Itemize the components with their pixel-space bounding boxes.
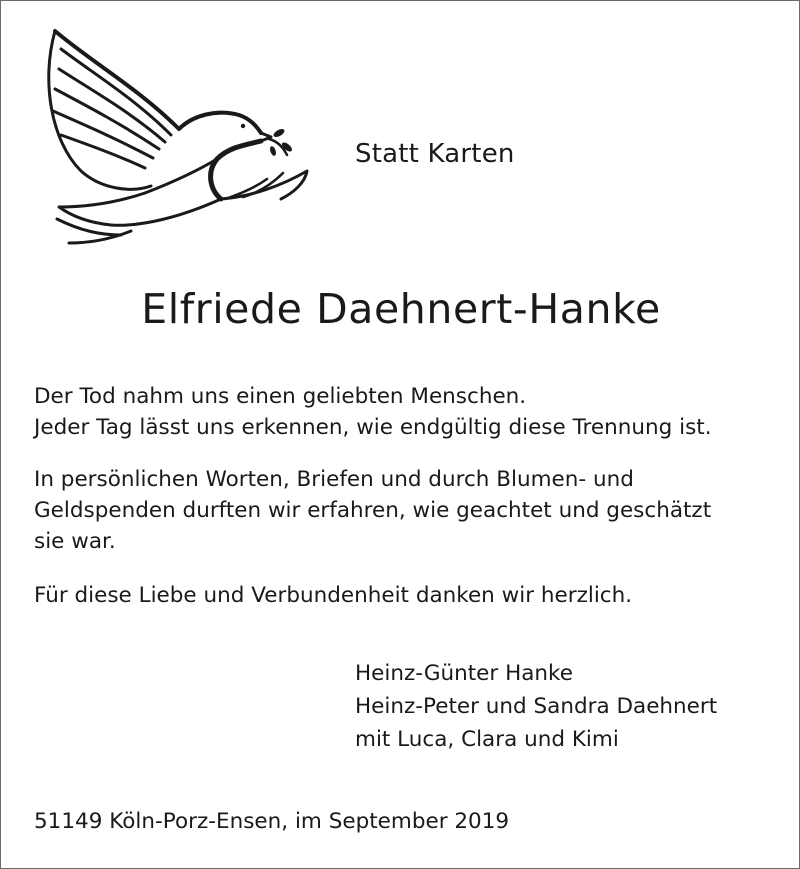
deceased-name: Elfriede Daehnert-Hanke bbox=[141, 285, 661, 333]
paragraph-1 bbox=[34, 381, 779, 443]
signer-line: Heinz-Günter Hanke bbox=[355, 661, 573, 686]
signers-block bbox=[355, 657, 717, 756]
statt-karten-heading: Statt Karten bbox=[355, 139, 515, 169]
dove-with-olive-branch-icon bbox=[21, 21, 321, 266]
paragraph-line: In persönlichen Worten, Briefen und durch Blumen- und bbox=[34, 467, 634, 492]
paragraph-2 bbox=[34, 464, 779, 557]
paragraph-line: Für diese Liebe und Verbundenheit danken wir herzlich. bbox=[34, 583, 633, 608]
paragraph-line: Geldspenden durften wir erfahren, wie geachtet und geschätzt bbox=[34, 498, 712, 523]
paragraph-line: Jeder Tag lässt uns erkennen, wie endgültig diese Trennung ist. bbox=[34, 415, 712, 440]
signer-line: mit Luca, Clara und Kimi bbox=[355, 727, 619, 752]
location-date-footer: 51149 Köln-Porz-Ensen, im September 2019 bbox=[34, 809, 510, 834]
paragraph-line: sie war. bbox=[34, 529, 116, 554]
paragraph-3 bbox=[34, 580, 779, 611]
paragraph-line: Der Tod nahm uns einen geliebten Menschen. bbox=[34, 384, 527, 409]
signer-line: Heinz-Peter und Sandra Daehnert bbox=[355, 694, 718, 719]
